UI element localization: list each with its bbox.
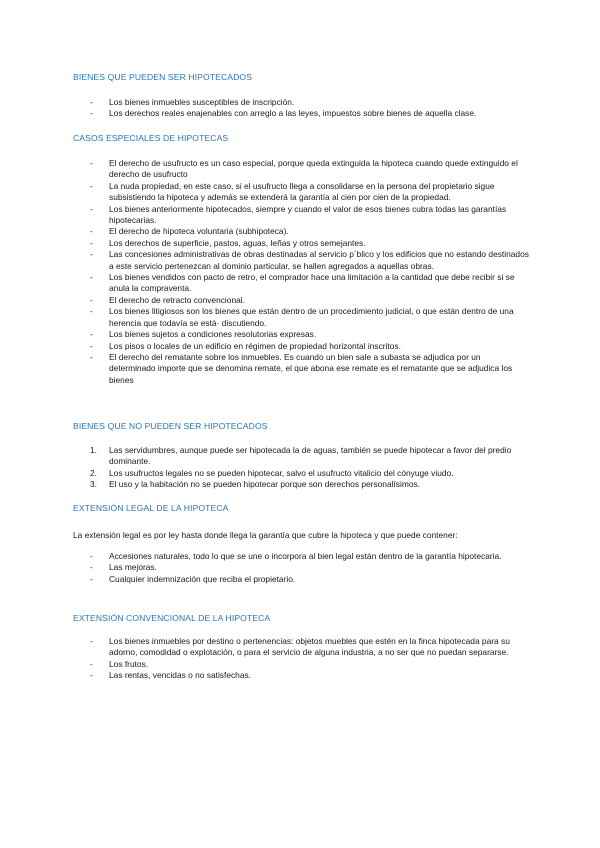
list-item: - Los bienes inmuebles susceptibles de inscripción.	[90, 97, 295, 107]
list-item: 1. Las servidumbres, aunque puede ser hipotecada la de aguas, también se puede hipotecar a favor del predio dominante.	[90, 445, 512, 467]
list-extension-convencional	[0, 636, 600, 682]
heading-bienes-no-hipotecables: BIENES QUE NO PUEDEN SER HIPOTECADOS	[73, 421, 268, 431]
heading-bienes-hipotecables: BIENES QUE PUEDEN SER HIPOTECADOS	[73, 72, 253, 82]
bullet-dash: -	[90, 249, 93, 260]
bullet-dash: -	[90, 158, 93, 168]
bullet-dash: -	[90, 573, 93, 584]
list-item: - Los bienes inmuebles por destino o pertenencias: objetos muebles que estén en la finca hipotecada para su adorno, comodidad o explotación, o para el servicio de alguna industria, a no ser que no puedan separarse.	[90, 636, 510, 658]
list-number: 1.	[90, 445, 97, 455]
list-item: - El derecho de hipoteca voluntaria (subhipoteca).	[90, 226, 289, 237]
list-item: - Los bienes anteriormente hipotecados, siempre y cuando el valor de esos bienes cubra todas las garantías hipotecarias.	[90, 203, 507, 226]
list-item: - Cualquier indemnización que reciba el propietario.	[90, 573, 296, 584]
list-number: 2.	[90, 467, 97, 478]
list-casos-especiales	[0, 158, 600, 386]
bullet-dash: -	[90, 97, 93, 107]
list-extension-legal	[0, 551, 600, 585]
heading-extension-legal: EXTENSIÓN LEGAL DE LA HIPOTECA	[73, 503, 229, 513]
bullet-dash: -	[90, 551, 93, 561]
list-item: - Accesiones naturales, todo lo que se une o incorpora al bien legal están dentro de la garantía hipotecaria.	[90, 551, 502, 561]
heading-casos-especiales: CASOS ESPECIALES DE HIPOTECAS	[73, 133, 229, 143]
list-item: - Las mejoras.	[90, 562, 157, 573]
list-bienes-hipotecables	[0, 97, 600, 120]
list-item: - El derecho del rematante sobre los inmuebles. Es cuando un bien sale a subasta se adjudica por un determinado importe que se denomina remate, el que abona ese remate es el rematante que se adjudica los bienes	[90, 351, 513, 385]
list-item: - Los bienes litigiosos son los bienes que están dentro de un procedimiento judicial, o que están dentro de una herencia que todavía se está· discutiendo.	[90, 306, 514, 328]
heading-extension-convencional: EXTENSIÓN CONVENCIONAL DE LA HIPOTECA	[73, 613, 271, 623]
list-item: - Los frutos.	[90, 658, 149, 669]
list-item: - Las concesiones administrativas de obras destinadas al servicio p´blico y los edificios que no estando destinados a este servicio pertenezcan al dominio particular, se hallen agregados a aquellas obras.	[90, 249, 529, 271]
list-item: - Los derechos reales enajenables con arreglo a las leyes, impuestos sobre bienes de aquella clase.	[90, 108, 477, 119]
bullet-dash: -	[90, 306, 93, 317]
bullet-dash: -	[90, 636, 93, 646]
list-item: - Los derechos de superficie, pastos, aguas, leñas y otros semejantes.	[90, 237, 366, 248]
list-item: - Las rentas, vencidas o no satisfechas.	[90, 670, 251, 681]
bullet-dash: -	[90, 351, 93, 362]
bullet-dash: -	[90, 294, 93, 305]
list-item: - Los bienes sujetos a condiciones resolutorias expresas.	[90, 329, 317, 340]
bullet-dash: -	[90, 226, 93, 237]
list-item: - La nuda propiedad, en este caso, si el usufructo llega a consolidarse en la persona del propietario sigue subsistiendo la hipoteca y además se extenderá la garantía al cien por cien de la propiedad.	[90, 180, 495, 203]
bullet-dash: -	[90, 272, 93, 283]
bullet-dash: -	[90, 329, 93, 340]
list-number: 3.	[90, 479, 97, 490]
list-item: - El derecho de retracto convencional.	[90, 294, 245, 305]
bullet-dash: -	[90, 340, 93, 351]
bullet-dash: -	[90, 237, 93, 248]
bullet-dash: -	[90, 670, 93, 681]
bullet-dash: -	[90, 658, 93, 669]
bullet-dash: -	[90, 180, 93, 191]
list-item: - Los pisos o locales de un edificio en régimen de propiedad horizontal inscritos.	[90, 340, 401, 351]
paragraph-extension-legal: La extensión legal es por ley hasta donde llega la garantía que cubre la hipoteca y que puede contener:	[73, 530, 458, 540]
list-item: 2. Los usufructos legales no se pueden hipotecar, salvo el usufructo vitalicio del cónyuge viudo.	[90, 467, 454, 478]
list-bienes-no-hipotecables	[0, 445, 600, 491]
bullet-dash: -	[90, 203, 93, 214]
list-item: 3. El uso y la habitación no se pueden hipotecar porque son derechos personalísimos.	[90, 479, 421, 490]
list-item: - Los bienes vendidos con pacto de retro, el comprador hace una limitación a la cantidad que debe recibir si se anula la compraventa.	[90, 272, 515, 294]
bullet-dash: -	[90, 562, 93, 573]
bullet-dash: -	[90, 108, 93, 119]
list-item: - El derecho de usufructo es un caso especial, porque queda extinguida la hipoteca cuando quede extinguido el derecho de usufructo	[90, 158, 518, 180]
